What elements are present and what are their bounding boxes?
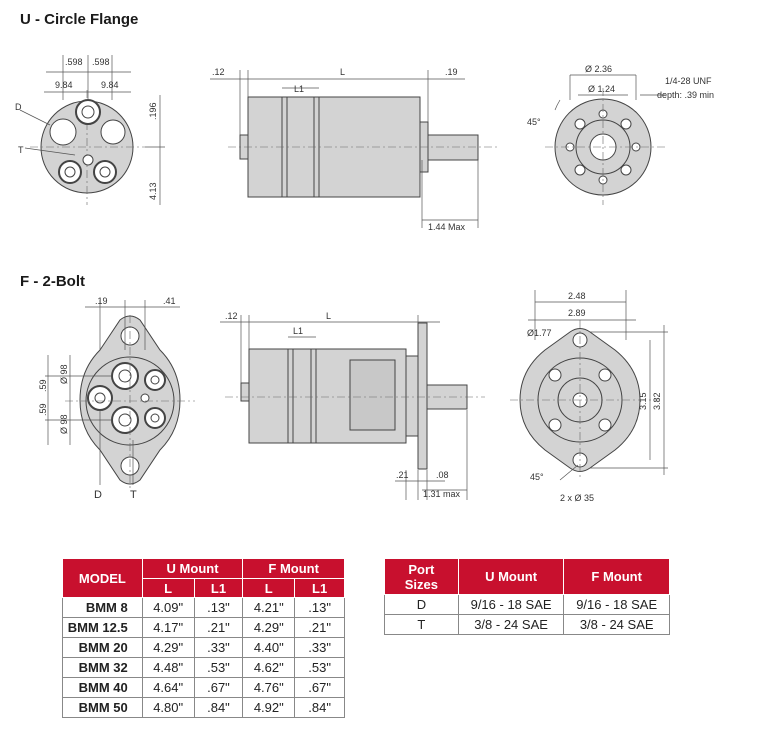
f-l1-cell: .67" bbox=[295, 678, 345, 698]
f-rear-dim-3: 3.15 bbox=[638, 392, 648, 410]
f-front-view bbox=[38, 296, 195, 501]
port-cell: D bbox=[385, 595, 459, 615]
u-front-dim-0: .598 bbox=[65, 57, 83, 67]
u-l-cell: 4.48" bbox=[142, 658, 194, 678]
model-cell: BMM 8 bbox=[63, 598, 143, 618]
f-front-dim-2: .59 bbox=[38, 379, 48, 392]
u-circle-flange-title: U - Circle Flange bbox=[20, 11, 139, 28]
model-cell: BMM 50 bbox=[63, 698, 143, 718]
header-model: MODEL bbox=[63, 559, 143, 598]
f-l-cell: 4.29" bbox=[243, 618, 295, 638]
f-l-cell: 4.21" bbox=[243, 598, 295, 618]
table-row bbox=[63, 638, 345, 658]
f-side-dim-1: L bbox=[326, 311, 332, 321]
u-l-cell: 4.64" bbox=[142, 678, 194, 698]
u-port-cell: 3/8 - 24 SAE bbox=[458, 615, 564, 635]
subheader-u-l: L bbox=[142, 579, 194, 598]
table-row bbox=[63, 658, 345, 678]
u-rear-dim-0: Ø 2.36 bbox=[585, 64, 613, 74]
header-f-mount: F Mount bbox=[564, 559, 670, 595]
f-2-bolt-title: F - 2-Bolt bbox=[20, 273, 85, 290]
u-front-dim-2: 9.84 bbox=[55, 80, 73, 90]
u-l1-cell: .33" bbox=[194, 638, 243, 658]
f-rear-dim-4: 3.82 bbox=[652, 392, 662, 410]
u-rear-dim-2: 45° bbox=[527, 117, 541, 127]
u-front-dim-4: .196 bbox=[148, 102, 158, 120]
u-side-dim-0: .12 bbox=[212, 67, 225, 77]
u-l-cell: 4.17" bbox=[142, 618, 194, 638]
u-rear-view bbox=[527, 64, 714, 205]
u-side-dim-1: L bbox=[340, 67, 346, 77]
f-l-cell: 4.40" bbox=[243, 638, 295, 658]
u-front-label-t: T bbox=[18, 145, 24, 155]
f-side-view bbox=[220, 311, 485, 500]
f-rear-dim-6: 2 x Ø 35 bbox=[560, 493, 595, 503]
header-port-line1: Port bbox=[408, 561, 435, 577]
f-side-dim-3: .21 bbox=[396, 470, 409, 480]
f-l1-cell: .21" bbox=[295, 618, 345, 638]
f-front-dim-1: .41 bbox=[163, 296, 176, 306]
u-rear-note-1: 1/4-28 UNF bbox=[665, 76, 712, 86]
f-front-dim-0: .19 bbox=[95, 296, 108, 306]
f-rear-dim-0: 2.48 bbox=[568, 291, 586, 301]
u-l-cell: 4.80" bbox=[142, 698, 194, 718]
table-row bbox=[63, 618, 345, 638]
table-row bbox=[63, 698, 345, 718]
f-side-dim-2: L1 bbox=[293, 326, 304, 336]
u-side-dim-3: L1 bbox=[294, 84, 305, 94]
table-row bbox=[385, 615, 670, 635]
f-front-label-t: T bbox=[130, 489, 137, 501]
u-front-dim-3: 9.84 bbox=[101, 80, 119, 90]
u-rear-dim-1: Ø 1.24 bbox=[588, 84, 616, 94]
f-l1-cell: .84" bbox=[295, 698, 345, 718]
f-l1-cell: .53" bbox=[295, 658, 345, 678]
header-port-line2: Sizes bbox=[404, 576, 438, 592]
f-front-dim-5: Ø 98 bbox=[59, 414, 69, 434]
header-u-mount: U Mount bbox=[142, 559, 243, 579]
f-front-dim-3: .59 bbox=[38, 403, 48, 416]
f-front-dim-4: Ø 98 bbox=[59, 364, 69, 384]
u-l1-cell: .53" bbox=[194, 658, 243, 678]
u-l-cell: 4.09" bbox=[142, 598, 194, 618]
u-l-cell: 4.29" bbox=[142, 638, 194, 658]
f-rear-view bbox=[510, 290, 668, 503]
f-side-dim-5: 1.31 max bbox=[423, 489, 461, 499]
f-l1-cell: .13" bbox=[295, 598, 345, 618]
mount-dimensions-table bbox=[62, 558, 345, 718]
u-side-dim-4: 1.44 Max bbox=[428, 222, 466, 232]
port-sizes-table bbox=[384, 558, 670, 635]
f-side-dim-4: .08 bbox=[436, 470, 449, 480]
model-cell: BMM 20 bbox=[63, 638, 143, 658]
u-side-dim-2: .19 bbox=[445, 67, 458, 77]
u-l1-cell: .13" bbox=[194, 598, 243, 618]
f-rear-dim-1: 2.89 bbox=[568, 308, 586, 318]
f-rear-dim-2: Ø1.77 bbox=[527, 328, 552, 338]
u-front-dim-5: 4.13 bbox=[148, 182, 158, 200]
subheader-f-l1: L1 bbox=[295, 579, 345, 598]
u-rear-note-2: depth: .39 min bbox=[657, 90, 715, 100]
port-cell: T bbox=[385, 615, 459, 635]
table-row bbox=[63, 678, 345, 698]
f-side-dim-0: .12 bbox=[225, 311, 238, 321]
model-cell: BMM 32 bbox=[63, 658, 143, 678]
header-f-mount: F Mount bbox=[243, 559, 345, 579]
model-cell: BMM 40 bbox=[63, 678, 143, 698]
f-rear-dim-5: 45° bbox=[530, 472, 544, 482]
f-l-cell: 4.62" bbox=[243, 658, 295, 678]
u-l1-cell: .21" bbox=[194, 618, 243, 638]
header-u-mount: U Mount bbox=[458, 559, 564, 595]
table-row bbox=[385, 595, 670, 615]
f-l-cell: 4.76" bbox=[243, 678, 295, 698]
f-l1-cell: .33" bbox=[295, 638, 345, 658]
model-cell: BMM 12.5 bbox=[63, 618, 143, 638]
subheader-u-l1: L1 bbox=[194, 579, 243, 598]
header-port-sizes bbox=[385, 559, 459, 595]
f-l-cell: 4.92" bbox=[243, 698, 295, 718]
table-row bbox=[63, 598, 345, 618]
u-front-dim-1: .598 bbox=[92, 57, 110, 67]
u-l1-cell: .84" bbox=[194, 698, 243, 718]
u-side-view bbox=[210, 67, 498, 232]
u-l1-cell: .67" bbox=[194, 678, 243, 698]
subheader-f-l: L bbox=[243, 579, 295, 598]
f-port-cell: 3/8 - 24 SAE bbox=[564, 615, 670, 635]
f-port-cell: 9/16 - 18 SAE bbox=[564, 595, 670, 615]
u-port-cell: 9/16 - 18 SAE bbox=[458, 595, 564, 615]
u-front-view bbox=[15, 55, 165, 205]
f-front-label-d: D bbox=[94, 489, 102, 501]
u-front-label-d: D bbox=[15, 102, 22, 112]
